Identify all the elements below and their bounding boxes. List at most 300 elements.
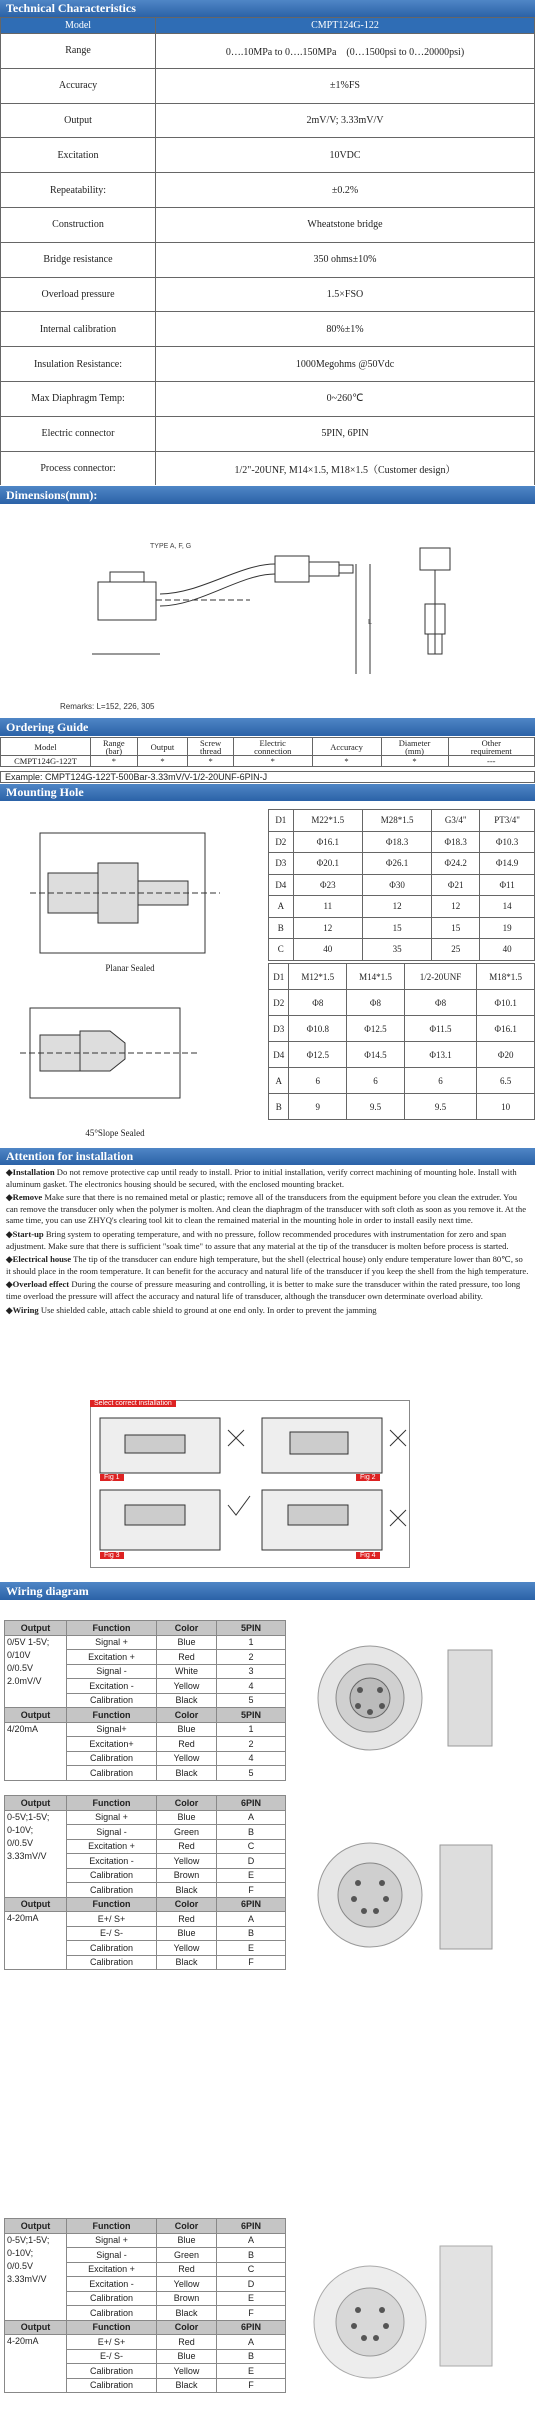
wiring-cell: Yellow bbox=[157, 2277, 217, 2292]
wiring-cell: Signal+ bbox=[67, 1722, 157, 1737]
spec-row bbox=[1, 312, 535, 347]
mounting-cell: 12 bbox=[362, 896, 431, 918]
mounting-cell: Φ14.5 bbox=[347, 1042, 405, 1068]
wiring-cell: Calibration bbox=[67, 2364, 157, 2379]
tech-header: Technical Characteristics bbox=[0, 0, 535, 17]
wiring-cell: Excitation + bbox=[67, 1839, 157, 1854]
wiring-cell: Signal - bbox=[67, 1664, 157, 1679]
attention-item-title: ◆Overload effect bbox=[6, 1279, 70, 1290]
wiring-cell: E+/ S+ bbox=[67, 1912, 157, 1927]
mounting-cell: D2 bbox=[269, 990, 289, 1016]
mounting-cell: Φ11.5 bbox=[404, 1016, 477, 1042]
spec-value: 0~260℃ bbox=[156, 381, 535, 416]
mounting-head-row bbox=[269, 810, 535, 832]
wiring-cell: Excitation+ bbox=[67, 1737, 157, 1752]
mounting-row bbox=[269, 896, 535, 918]
wiring-cell: 5 bbox=[217, 1693, 286, 1708]
wiring-cell: 2 bbox=[217, 1737, 286, 1752]
mounting-cell: 19 bbox=[480, 917, 535, 939]
connector-5pin-svg bbox=[300, 1620, 500, 1780]
mounting-cell: Φ23 bbox=[293, 874, 362, 896]
wiring-table-1 bbox=[4, 1620, 286, 1781]
mounting-head-cell: 1/2-20UNF bbox=[404, 964, 477, 990]
spec-row bbox=[1, 207, 535, 242]
wiring-cell: Yellow bbox=[157, 1751, 217, 1766]
cable-shape bbox=[160, 564, 275, 594]
wiring-col-pin: 6PIN bbox=[217, 1796, 286, 1811]
wiring-output-line: 0/10V bbox=[7, 1649, 31, 1660]
wiring-row bbox=[5, 1912, 286, 1927]
wiring-head-row bbox=[5, 1796, 286, 1811]
install-figure-svg bbox=[0, 1400, 535, 1570]
wiring-output-cell bbox=[5, 1635, 67, 1708]
sensor-cap-shape bbox=[110, 572, 144, 582]
mounting-cell: C bbox=[269, 939, 294, 961]
wiring-cell: D bbox=[217, 1854, 286, 1869]
mounting-cell: Φ30 bbox=[362, 874, 431, 896]
wiring-cell: Excitation - bbox=[67, 1679, 157, 1694]
wiring-cell: A bbox=[217, 1912, 286, 1927]
ordering-cell: * bbox=[91, 756, 138, 767]
spec-value: ±0.2% bbox=[156, 173, 535, 208]
spec-label: Insulation Resistance: bbox=[1, 347, 156, 382]
spec-row bbox=[1, 34, 535, 69]
mounting-cell: Φ26.1 bbox=[362, 853, 431, 875]
mounting-head-cell: D1 bbox=[269, 964, 289, 990]
wiring-cell: 1 bbox=[217, 1635, 286, 1650]
wiring-cell: Signal + bbox=[67, 2233, 157, 2248]
wiring-cell: Blue bbox=[157, 1722, 217, 1737]
mounting-head-cell: PT3/4" bbox=[480, 810, 535, 832]
ordering-cell: * bbox=[188, 756, 234, 767]
attention-item-text: Use shielded cable, attach cable shield to ground at one end only. In order to prevent the jamming bbox=[40, 1304, 377, 1315]
spec-label: Output bbox=[1, 103, 156, 138]
mounting-table-slope bbox=[268, 963, 535, 1120]
wiring-cell: Calibration bbox=[67, 1868, 157, 1883]
mounting-row bbox=[269, 874, 535, 896]
attention-section bbox=[0, 1167, 535, 1395]
wiring-cell: Blue bbox=[157, 2233, 217, 2248]
wiring-col-pin: 6PIN bbox=[217, 2320, 286, 2335]
dimension-drawing-svg bbox=[0, 504, 535, 718]
wiring-cell: E bbox=[217, 1941, 286, 1956]
mounting-head-cell: M28*1.5 bbox=[362, 810, 431, 832]
spec-value: 10VDC bbox=[156, 138, 535, 173]
mounting-head-row bbox=[269, 964, 535, 990]
wiring-cell: D bbox=[217, 2277, 286, 2292]
mounting-row bbox=[269, 917, 535, 939]
spec-row bbox=[1, 103, 535, 138]
svg-text:TYPE A, F, G: TYPE A, F, G bbox=[150, 543, 192, 550]
wiring-cell: Calibration bbox=[67, 1693, 157, 1708]
wiring-col-output: Output bbox=[5, 2219, 67, 2234]
ordering-col-header: Accuracy bbox=[312, 738, 381, 756]
wiring-cell: Excitation + bbox=[67, 2262, 157, 2277]
wiring-col-output: Output bbox=[5, 1897, 67, 1912]
wiring-cell: Blue bbox=[157, 1810, 217, 1825]
wiring-output-line: 0-5V;1-5V; bbox=[7, 2234, 50, 2245]
wiring-col-function: Function bbox=[67, 1708, 157, 1723]
mounting-cell: D3 bbox=[269, 853, 294, 875]
wiring-header: Wiring diagram bbox=[0, 1582, 535, 1600]
ordering-table bbox=[0, 737, 535, 767]
mounting-cell: 9 bbox=[289, 1094, 347, 1120]
wiring-cell: Calibration bbox=[67, 1751, 157, 1766]
wiring-cell: Red bbox=[157, 2335, 217, 2350]
wiring-cell: Red bbox=[157, 2262, 217, 2277]
mounting-row bbox=[269, 939, 535, 961]
wiring-output-line: 3.33mV/V bbox=[7, 2273, 47, 2284]
wiring-cell: 4 bbox=[217, 1751, 286, 1766]
wiring-col-function: Function bbox=[67, 2320, 157, 2335]
attention-item-title: ◆Electrical house bbox=[6, 1254, 72, 1265]
wiring-row bbox=[5, 1810, 286, 1825]
spec-row bbox=[1, 173, 535, 208]
mounting-row bbox=[269, 1094, 535, 1120]
mounting-cell: 40 bbox=[480, 939, 535, 961]
spec-label: Bridge resistance bbox=[1, 242, 156, 277]
connector-6pin-svg-2 bbox=[300, 2226, 500, 2426]
spec-row bbox=[1, 277, 535, 312]
wiring-cell: E bbox=[217, 2364, 286, 2379]
spec-label: Electric connector bbox=[1, 416, 156, 451]
wiring-output-line: 0-10V; bbox=[7, 2247, 34, 2258]
wiring-cell: E-/ S- bbox=[67, 2349, 157, 2364]
wiring-cell: Brown bbox=[157, 2291, 217, 2306]
wiring-head-row bbox=[5, 1621, 286, 1636]
wiring-col-color: Color bbox=[157, 1708, 217, 1723]
wiring-cell: Red bbox=[157, 1650, 217, 1665]
wiring-col-function: Function bbox=[67, 1897, 157, 1912]
attention-item bbox=[0, 1254, 535, 1277]
ordering-cell: * bbox=[381, 756, 448, 767]
wiring-cell: Yellow bbox=[157, 1679, 217, 1694]
wiring-cell: Green bbox=[157, 2248, 217, 2263]
wiring-cell: Signal + bbox=[67, 1635, 157, 1650]
mounting-row bbox=[269, 831, 535, 853]
fig1-label: Fig 1 bbox=[100, 1474, 124, 1481]
wiring-cell: Calibration bbox=[67, 2378, 157, 2393]
spec-label: Process connector: bbox=[1, 451, 156, 485]
mounting-cell: Φ20.1 bbox=[293, 853, 362, 875]
mounting-cell: 9.5 bbox=[404, 1094, 477, 1120]
mounting-cell: 6 bbox=[289, 1068, 347, 1094]
attention-item-title: ◆Start-up bbox=[6, 1228, 44, 1239]
ordering-col-header: Screw thread bbox=[188, 738, 234, 756]
spec-value: ±1%FS bbox=[156, 68, 535, 103]
fig4-label: Fig 4 bbox=[356, 1552, 380, 1559]
mounting-cell: Φ12.5 bbox=[347, 1016, 405, 1042]
ordering-section bbox=[0, 737, 535, 771]
wiring-cell: Black bbox=[157, 2306, 217, 2321]
spec-row bbox=[1, 242, 535, 277]
spec-label: Construction bbox=[1, 207, 156, 242]
mounting-head-cell: M14*1.5 bbox=[347, 964, 405, 990]
ordering-col-header: Range (bar) bbox=[91, 738, 138, 756]
wiring-cell: F bbox=[217, 1955, 286, 1970]
spec-row bbox=[1, 416, 535, 451]
wiring-col-color: Color bbox=[157, 2219, 217, 2234]
wiring-cell: Yellow bbox=[157, 2364, 217, 2379]
wiring-col-pin: 6PIN bbox=[217, 2219, 286, 2234]
mounting-cell: A bbox=[269, 896, 294, 918]
mounting-cell: Φ8 bbox=[404, 990, 477, 1016]
wiring-col-function: Function bbox=[67, 1796, 157, 1811]
mounting-cell: Φ10.3 bbox=[480, 831, 535, 853]
attention-item bbox=[0, 1167, 535, 1190]
wiring-cell: Excitation + bbox=[67, 1650, 157, 1665]
mounting-cell: 12 bbox=[432, 896, 480, 918]
mounting-cell: Φ18.3 bbox=[432, 831, 480, 853]
ordering-cell: CMPT124G-122T bbox=[1, 756, 91, 767]
attention-item-text: Make sure that there is no remained metal or plastic; remove all of the transducers from the equipment before you clean the extruder. You can remove the transducer only when the polymer is molten. And clean the diaphragm of the transducer with soft cloth as soon as you remove it. At the same time, you can use ZHYQ's clearing tool kit to clean the remained material in the mounting hole in order to install easily next time. bbox=[6, 1192, 527, 1226]
mounting-cell: D3 bbox=[269, 1016, 289, 1042]
mounting-cell: 6 bbox=[404, 1068, 477, 1094]
mounting-cell: Φ16.1 bbox=[477, 1016, 535, 1042]
ordering-header: Ordering Guide bbox=[0, 718, 535, 736]
spec-label: Repeatability: bbox=[1, 173, 156, 208]
spec-row bbox=[1, 68, 535, 103]
attention-item-title: ◆Wiring bbox=[6, 1304, 39, 1315]
wiring-block-1 bbox=[0, 1620, 535, 1785]
wiring-cell: Black bbox=[157, 2378, 217, 2393]
wiring-row bbox=[5, 1635, 286, 1650]
mounting-head-cell: M12*1.5 bbox=[289, 964, 347, 990]
wiring-cell: Signal + bbox=[67, 1810, 157, 1825]
wiring-cell: Red bbox=[157, 1737, 217, 1752]
ordering-col-header: Diameter (mm) bbox=[381, 738, 448, 756]
wiring-col-pin: 5PIN bbox=[217, 1621, 286, 1636]
mounting-cell: Φ21 bbox=[432, 874, 480, 896]
attention-item-text: During the course of pressure measuring and controlling, it is better to make sure the transducer within the rated pressure, too long time overload the pressure will affect the accuracy and natural life of transducer, although the transducer own determinate overload ability. bbox=[6, 1279, 521, 1301]
attention-item-text: The tip of the transducer can endure high temperature, but the shell (electrical house) only endure temperature lower than 80℃, so it should place in the room temperature. It can benefit for the accuracy and natural life of the transducer if you keep the shell from the high temperature. bbox=[6, 1254, 529, 1276]
spec-model-value: CMPT124G-122 bbox=[156, 18, 535, 34]
wiring-col-output: Output bbox=[5, 2320, 67, 2335]
spec-value: 350 ohms±10% bbox=[156, 242, 535, 277]
mounting-cell: Φ14.9 bbox=[480, 853, 535, 875]
wiring-cell: Calibration bbox=[67, 1941, 157, 1956]
wiring-output-line: 4-20mA bbox=[7, 1913, 39, 1923]
mounting-cell: B bbox=[269, 1094, 289, 1120]
wiring-output-line: 0/5V 1-5V; bbox=[7, 1636, 50, 1647]
spec-label: Max Diaphragm Temp: bbox=[1, 381, 156, 416]
spec-value: Wheatstone bridge bbox=[156, 207, 535, 242]
wiring-cell: Yellow bbox=[157, 1941, 217, 1956]
dimension-remarks: Remarks: L=152, 226, 305 bbox=[60, 702, 155, 711]
ordering-cell: --- bbox=[448, 756, 534, 767]
wiring-output-line: 3.33mV/V bbox=[7, 1850, 47, 1861]
wiring-cell: B bbox=[217, 2349, 286, 2364]
mounting-table-planar bbox=[268, 809, 535, 961]
wiring-cell: Blue bbox=[157, 1635, 217, 1650]
wiring-cell: 5 bbox=[217, 1766, 286, 1781]
mounting-cell: D2 bbox=[269, 831, 294, 853]
ordering-col-header: Model bbox=[1, 738, 91, 756]
wiring-cell: Calibration bbox=[67, 2306, 157, 2321]
mounting-cell: 6.5 bbox=[477, 1068, 535, 1094]
mounting-cell: 25 bbox=[432, 939, 480, 961]
wiring-cell: Black bbox=[157, 1883, 217, 1898]
wiring-output-line: 4-20mA bbox=[7, 2336, 39, 2346]
ordering-head-row bbox=[1, 738, 535, 756]
spec-row bbox=[1, 451, 535, 485]
spec-table bbox=[0, 17, 535, 485]
wiring-cell: White bbox=[157, 1664, 217, 1679]
wiring-cell: Brown bbox=[157, 1868, 217, 1883]
wiring-block-3 bbox=[0, 2218, 535, 2433]
wiring-head-row bbox=[5, 1897, 286, 1912]
mounting-row bbox=[269, 853, 535, 875]
mounting-row bbox=[269, 1042, 535, 1068]
mounting-header: Mounting Hole bbox=[0, 784, 535, 801]
mounting-cell: Φ12.5 bbox=[289, 1042, 347, 1068]
dimensions-header: Dimensions(mm): bbox=[0, 486, 535, 504]
wiring-col-color: Color bbox=[157, 1897, 217, 1912]
wiring-output-line: 0/0.5V bbox=[7, 1662, 34, 1673]
wiring-cell: A bbox=[217, 2233, 286, 2248]
mounting-cell: 15 bbox=[362, 917, 431, 939]
ordering-col-header: Output bbox=[137, 738, 188, 756]
mounting-cell: B bbox=[269, 917, 294, 939]
ordering-cell: * bbox=[312, 756, 381, 767]
mounting-head-cell: D1 bbox=[269, 810, 294, 832]
wiring-output-line: 0/0.5V bbox=[7, 2260, 34, 2271]
wiring-output-line: 0-10V; bbox=[7, 1824, 34, 1835]
wiring-cell: Calibration bbox=[67, 2291, 157, 2306]
dimensions-drawing bbox=[0, 504, 535, 718]
wiring-table-2 bbox=[4, 1795, 286, 1970]
wiring-output-line: 0/0.5V bbox=[7, 1837, 34, 1848]
wiring-col-color: Color bbox=[157, 1621, 217, 1636]
wiring-cell: E-/ S- bbox=[67, 1926, 157, 1941]
spec-value: 80%±1% bbox=[156, 312, 535, 347]
install-figure bbox=[0, 1400, 535, 1570]
wiring-cell: C bbox=[217, 2262, 286, 2277]
wiring-cell: B bbox=[217, 1926, 286, 1941]
wiring-col-function: Function bbox=[67, 2219, 157, 2234]
mounting-cell: Φ18.3 bbox=[362, 831, 431, 853]
wiring-cell: 2 bbox=[217, 1650, 286, 1665]
wiring-row bbox=[5, 1722, 286, 1737]
wiring-cell: 1 bbox=[217, 1722, 286, 1737]
wiring-table-3 bbox=[4, 2218, 286, 2393]
mounting-row bbox=[269, 1016, 535, 1042]
mounting-cell: 10 bbox=[477, 1094, 535, 1120]
mounting-cell: D4 bbox=[269, 874, 294, 896]
wiring-cell: E+/ S+ bbox=[67, 2335, 157, 2350]
wiring-row bbox=[5, 2233, 286, 2248]
mounting-row bbox=[269, 1068, 535, 1094]
wiring-output-cell bbox=[5, 2233, 67, 2320]
ordering-cell: * bbox=[137, 756, 188, 767]
install-figure-title: Select correct installation bbox=[90, 1400, 176, 1407]
wiring-cell: Black bbox=[157, 1693, 217, 1708]
wiring-cell: A bbox=[217, 2335, 286, 2350]
mounting-row bbox=[269, 990, 535, 1016]
wiring-cell: 3 bbox=[217, 1664, 286, 1679]
attention-item-title: ◆Installation bbox=[6, 1167, 55, 1177]
attention-header: Attention for installation bbox=[0, 1148, 535, 1165]
mounting-cell: 9.5 bbox=[347, 1094, 405, 1120]
wiring-col-pin: 5PIN bbox=[217, 1708, 286, 1723]
wiring-col-output: Output bbox=[5, 1796, 67, 1811]
wiring-cell: Yellow bbox=[157, 1854, 217, 1869]
wiring-cell: 4 bbox=[217, 1679, 286, 1694]
spec-value: 0….10MPa to 0….150MPa (0…1500psi to 0…20000psi) bbox=[156, 34, 535, 69]
wiring-cell: Excitation - bbox=[67, 1854, 157, 1869]
wiring-cell: E bbox=[217, 1868, 286, 1883]
wiring-cell: Signal - bbox=[67, 1825, 157, 1840]
mounting-cell: Φ8 bbox=[289, 990, 347, 1016]
wiring-output-cell bbox=[5, 1810, 67, 1897]
wiring-cell: Blue bbox=[157, 1926, 217, 1941]
mounting-cell: 12 bbox=[293, 917, 362, 939]
wiring-cell: Black bbox=[157, 1955, 217, 1970]
mounting-cell: Φ11 bbox=[480, 874, 535, 896]
attention-item bbox=[0, 1229, 535, 1252]
connector-6pin-svg-1 bbox=[300, 1805, 500, 2005]
mounting-cell: 6 bbox=[347, 1068, 405, 1094]
mounting-cell: 15 bbox=[432, 917, 480, 939]
side-view-head bbox=[420, 548, 450, 570]
spec-label: Internal calibration bbox=[1, 312, 156, 347]
mounting-cell: Φ16.1 bbox=[293, 831, 362, 853]
wiring-cell: Calibration bbox=[67, 1955, 157, 1970]
ordering-example: Example: CMPT124G-122T-500Bar-3.33mV/V-1/2-20UNF-6PIN-J bbox=[0, 771, 535, 783]
wiring-cell: Signal - bbox=[67, 2248, 157, 2263]
wiring-cell: Red bbox=[157, 1839, 217, 1854]
mounting-cell: 35 bbox=[362, 939, 431, 961]
planar-caption: Planar Sealed bbox=[105, 963, 155, 973]
sensor-head-shape bbox=[98, 582, 156, 620]
mounting-head-cell: M22*1.5 bbox=[293, 810, 362, 832]
ordering-col-header: Other requirement bbox=[448, 738, 534, 756]
mounting-cell: Φ10.8 bbox=[289, 1016, 347, 1042]
mounting-drawings-svg bbox=[0, 803, 268, 1143]
spec-model-label: Model bbox=[1, 18, 156, 34]
fig3-label: Fig 3 bbox=[100, 1552, 124, 1559]
mounting-section bbox=[0, 803, 535, 1146]
spec-label: Excitation bbox=[1, 138, 156, 173]
mounting-cell: 14 bbox=[480, 896, 535, 918]
mounting-cell: Φ8 bbox=[347, 990, 405, 1016]
wiring-col-pin: 6PIN bbox=[217, 1897, 286, 1912]
attention-item-text: Bring system to operating temperature, and with no pressure, follow recommended procedures with instrumentation for zero and span adjustment. Make sure that there is sufficient "soak time" to assure that any material at the tip of the transducer is molten before process is started. bbox=[6, 1228, 509, 1251]
ordering-col-header: Electric connection bbox=[233, 738, 312, 756]
mounting-cell: Φ10.1 bbox=[477, 990, 535, 1016]
attention-item bbox=[0, 1279, 535, 1302]
wiring-output-cell bbox=[5, 1912, 67, 1970]
spec-row bbox=[1, 138, 535, 173]
wiring-col-color: Color bbox=[157, 2320, 217, 2335]
wiring-col-output: Output bbox=[5, 1621, 67, 1636]
tech-section bbox=[0, 17, 535, 485]
spec-row bbox=[1, 381, 535, 416]
wiring-output-line: 4/20mA bbox=[7, 1723, 39, 1734]
spec-value: 5PIN, 6PIN bbox=[156, 416, 535, 451]
attention-item bbox=[0, 1192, 535, 1227]
spec-model-row bbox=[1, 18, 535, 34]
mounting-cell: 40 bbox=[293, 939, 362, 961]
spec-row bbox=[1, 347, 535, 382]
wiring-cell: F bbox=[217, 1883, 286, 1898]
mounting-cell: Φ24.2 bbox=[432, 853, 480, 875]
wiring-col-output: Output bbox=[5, 1708, 67, 1723]
slope-caption: 45°Slope Sealed bbox=[85, 1128, 145, 1138]
wiring-block-2 bbox=[0, 1795, 535, 2015]
wiring-output-cell bbox=[5, 1722, 67, 1780]
spec-value: 1.5×FSO bbox=[156, 277, 535, 312]
